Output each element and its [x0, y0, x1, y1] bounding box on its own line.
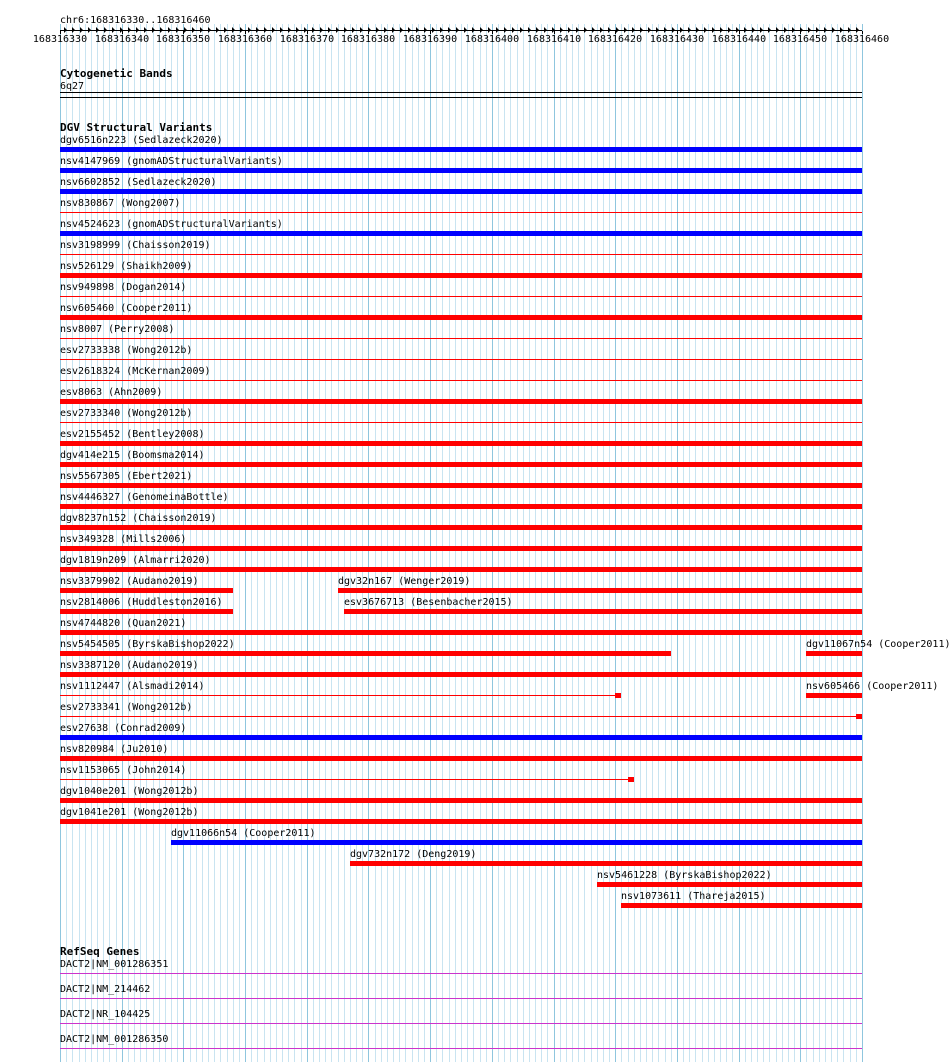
ruler-arrow [600, 27, 603, 33]
ruler-arrow [792, 27, 795, 33]
ruler-arrow [504, 27, 507, 33]
ruler-arrow [856, 27, 859, 33]
variant-label[interactable]: nsv4446327 (GenomeinaBottle) [60, 492, 229, 503]
ruler-arrow [512, 27, 515, 33]
ruler-tick-label: 168316450 [772, 34, 828, 45]
variant-label[interactable]: esv2155452 (Bentley2008) [60, 429, 205, 440]
ruler-arrow [424, 27, 427, 33]
variant-bar[interactable] [60, 273, 862, 278]
variant-bar[interactable] [60, 212, 862, 213]
ruler-arrow [336, 27, 339, 33]
variant-label[interactable]: nsv605466 (Cooper2011) [806, 681, 939, 692]
variant-bar[interactable] [60, 651, 671, 656]
ruler-arrow [688, 27, 691, 33]
ruler-tick-label: 168316420 [587, 34, 643, 45]
variant-label[interactable]: nsv349328 (Mills2006) [60, 534, 187, 545]
variant-bar[interactable] [60, 567, 862, 572]
variant-label[interactable]: esv27638 (Conrad2009) [60, 723, 187, 734]
refseq-track-title: RefSeq Genes [60, 945, 140, 958]
variant-label[interactable]: dgv1041e201 (Wong2012b) [60, 807, 199, 818]
dgv-track-title: DGV Structural Variants [60, 121, 213, 134]
variant-bar[interactable] [60, 399, 862, 404]
ruler-arrow [784, 27, 787, 33]
ruler-arrow [704, 27, 707, 33]
variant-label[interactable]: nsv2814006 (Huddleston2016) [60, 597, 223, 608]
ruler-arrow [768, 27, 771, 33]
variant-label[interactable]: nsv5567305 (Ebert2021) [60, 471, 193, 482]
ruler-arrow [320, 27, 323, 33]
variant-bar[interactable] [60, 525, 862, 530]
ruler-arrow [64, 27, 67, 33]
ruler-arrow [80, 27, 83, 33]
ruler-arrow [528, 27, 531, 33]
variant-bar[interactable] [60, 296, 862, 297]
ruler-arrow [264, 27, 267, 33]
ruler-arrow [272, 27, 275, 33]
ruler-arrow [760, 27, 763, 33]
variant-bar[interactable] [60, 735, 862, 740]
ruler-arrow [88, 27, 91, 33]
ruler-arrow [240, 27, 243, 33]
ruler-arrow [664, 27, 667, 33]
ruler-arrow [624, 27, 627, 33]
variant-label[interactable]: nsv830867 (Wong2007) [60, 198, 181, 209]
ruler-arrow [728, 27, 731, 33]
variant-bar[interactable] [60, 315, 862, 320]
location-label: chr6:168316330..168316460 [60, 15, 211, 26]
ruler-arrow [352, 27, 355, 33]
ruler-arrow [160, 27, 163, 33]
ruler-arrow [472, 27, 475, 33]
gene-label[interactable]: DACT2|NR_104425 [60, 1009, 151, 1020]
ruler-tick-label: 168316390 [402, 34, 458, 45]
ruler-arrow [376, 27, 379, 33]
variant-label[interactable]: nsv3198999 (Chaisson2019) [60, 240, 211, 251]
variant-bar[interactable] [806, 651, 862, 656]
variant-label[interactable]: dgv1040e201 (Wong2012b) [60, 786, 199, 797]
variant-bar[interactable] [338, 588, 862, 593]
ruler-arrow [176, 27, 179, 33]
ruler-arrow [632, 27, 635, 33]
ruler-arrow [136, 27, 139, 33]
ruler-arrow [280, 27, 283, 33]
variant-label[interactable]: esv2618324 (McKernan2009) [60, 366, 211, 377]
ruler-arrow [144, 27, 147, 33]
ruler-arrow [360, 27, 363, 33]
ruler-arrow [232, 27, 235, 33]
variant-label[interactable]: esv8063 (Ahn2009) [60, 387, 163, 398]
ruler-arrow [248, 27, 251, 33]
variant-bar[interactable] [60, 588, 233, 593]
variant-end-block[interactable] [615, 693, 621, 698]
variant-bar[interactable] [60, 462, 862, 467]
ruler-arrow [672, 27, 675, 33]
ruler-arrow [192, 27, 195, 33]
ruler-arrow [216, 27, 219, 33]
ruler-arrow [584, 27, 587, 33]
variant-label[interactable]: nsv3387120 (Audano2019) [60, 660, 199, 671]
variant-label[interactable]: dgv1819n209 (Almarri2020) [60, 555, 211, 566]
variant-label[interactable]: esv2733338 (Wong2012b) [60, 345, 193, 356]
variant-bar[interactable] [60, 716, 862, 717]
variant-label[interactable]: nsv1153065 (John2014) [60, 765, 187, 776]
ruler-tick-label: 168316340 [94, 34, 150, 45]
variant-label[interactable]: nsv3379902 (Audano2019) [60, 576, 199, 587]
ruler-arrow [104, 27, 107, 33]
ruler-arrow [400, 27, 403, 33]
ruler-arrow [656, 27, 659, 33]
variant-label[interactable]: esv2733340 (Wong2012b) [60, 408, 193, 419]
variant-bar[interactable] [171, 840, 862, 845]
variant-label[interactable]: dgv11067n54 (Cooper2011) [806, 639, 951, 650]
variant-end-block[interactable] [628, 777, 634, 782]
variant-label[interactable]: dgv32n167 (Wenger2019) [338, 576, 471, 587]
variant-bar[interactable] [621, 903, 862, 908]
variant-label[interactable]: nsv5461228 (ByrskaBishop2022) [597, 870, 772, 881]
ruler-arrow [560, 27, 563, 33]
ruler-tick-label: 168316410 [526, 34, 582, 45]
ruler-arrow [648, 27, 651, 33]
ruler-arrow [720, 27, 723, 33]
variant-label[interactable]: nsv820984 (Ju2010) [60, 744, 169, 755]
variant-bar[interactable] [60, 168, 862, 173]
ruler-arrow [816, 27, 819, 33]
variant-bar[interactable] [60, 609, 233, 614]
gene-transcript-line[interactable] [60, 1023, 862, 1024]
variant-label[interactable]: dgv6516n223 (Sedlazeck2020) [60, 135, 223, 146]
variant-bar[interactable] [60, 798, 862, 803]
ruler-arrow [168, 27, 171, 33]
gene-transcript-line[interactable] [60, 1048, 862, 1049]
ruler-arrow [544, 27, 547, 33]
ruler-arrow [536, 27, 539, 33]
ruler-arrow [416, 27, 419, 33]
ruler-arrow [608, 27, 611, 33]
variant-label[interactable]: dgv11066n54 (Cooper2011) [171, 828, 316, 839]
variant-bar[interactable] [60, 380, 862, 381]
ruler-arrow [808, 27, 811, 33]
variant-bar[interactable] [350, 861, 862, 866]
variant-label[interactable]: nsv6602852 (Sedlazeck2020) [60, 177, 217, 188]
variant-bar[interactable] [60, 483, 862, 488]
variant-label[interactable]: dgv414e215 (Boomsma2014) [60, 450, 205, 461]
gene-label[interactable]: DACT2|NM_001286350 [60, 1034, 169, 1045]
ruler-arrow [480, 27, 483, 33]
ruler-arrow [112, 27, 115, 33]
ruler-arrow [824, 27, 827, 33]
variant-bar[interactable] [60, 630, 862, 635]
variant-bar[interactable] [60, 359, 862, 360]
ruler-tick-label: 168316460 [834, 34, 890, 45]
gene-transcript-line[interactable] [60, 998, 862, 999]
ruler-tick-label: 168316360 [217, 34, 273, 45]
variant-label[interactable]: nsv4524623 (gnomADStructuralVariants) [60, 219, 283, 230]
cytoband-label: 6q27 [60, 81, 85, 92]
ruler-arrow [840, 27, 843, 33]
ruler-arrow [592, 27, 595, 33]
variant-label[interactable]: nsv1073611 (Thareja2015) [621, 891, 766, 902]
gene-transcript-line[interactable] [60, 973, 862, 974]
variant-label[interactable]: dgv8237n152 (Chaisson2019) [60, 513, 217, 524]
variant-bar[interactable] [60, 338, 862, 339]
ruler-arrow [616, 27, 619, 33]
ruler-tick-label: 168316440 [711, 34, 767, 45]
variant-label[interactable]: dgv732n172 (Deng2019) [350, 849, 477, 860]
ruler-arrow [296, 27, 299, 33]
variant-bar[interactable] [60, 695, 621, 696]
ruler-arrow [568, 27, 571, 33]
variant-bar[interactable] [60, 231, 862, 236]
ruler-arrow [224, 27, 227, 33]
ruler-arrow [848, 27, 851, 33]
cytoband-line-top [60, 92, 862, 93]
ruler-arrow [328, 27, 331, 33]
ruler-arrow [440, 27, 443, 33]
ruler-tick-label: 168316400 [464, 34, 520, 45]
variant-label[interactable]: esv3676713 (Besenbacher2015) [344, 597, 513, 608]
ruler-arrow [712, 27, 715, 33]
ruler-arrow [208, 27, 211, 33]
ruler-tick-label: 168316330 [32, 34, 88, 45]
ruler-arrow [696, 27, 699, 33]
variant-bar[interactable] [60, 441, 862, 446]
ruler-arrow [520, 27, 523, 33]
variant-bar[interactable] [60, 546, 862, 551]
gene-label[interactable]: DACT2|NM_001286351 [60, 959, 169, 970]
ruler-arrow [392, 27, 395, 33]
ruler-arrow [744, 27, 747, 33]
ruler-arrow [576, 27, 579, 33]
ruler-arrow [344, 27, 347, 33]
cytoband-line-bottom [60, 97, 862, 98]
variant-label[interactable]: nsv949898 (Dogan2014) [60, 282, 187, 293]
variant-bar[interactable] [60, 756, 862, 761]
variant-bar[interactable] [597, 882, 862, 887]
variant-label[interactable]: nsv5454505 (ByrskaBishop2022) [60, 639, 235, 650]
variant-bar[interactable] [60, 819, 862, 824]
ruler-arrow [72, 27, 75, 33]
ruler-tick-label: 168316380 [340, 34, 396, 45]
ruler-arrow [464, 27, 467, 33]
variant-label[interactable]: esv2733341 (Wong2012b) [60, 702, 193, 713]
variant-label[interactable]: nsv4147969 (gnomADStructuralVariants) [60, 156, 283, 167]
ruler-arrow [752, 27, 755, 33]
ruler-arrow [432, 27, 435, 33]
variant-bar[interactable] [60, 147, 862, 152]
ruler-arrow [184, 27, 187, 33]
ruler-arrow [456, 27, 459, 33]
ruler-arrow [832, 27, 835, 33]
variant-bar[interactable] [60, 422, 862, 423]
variant-label[interactable]: nsv605460 (Cooper2011) [60, 303, 193, 314]
ruler-arrow [680, 27, 683, 33]
variant-bar[interactable] [344, 609, 862, 614]
variant-label[interactable]: nsv1112447 (Alsmadi2014) [60, 681, 205, 692]
cytogenetic-bands-title: Cytogenetic Bands [60, 67, 173, 80]
ruler-arrow [312, 27, 315, 33]
ruler-arrow [288, 27, 291, 33]
variant-bar[interactable] [60, 779, 634, 780]
variant-label[interactable]: nsv4744820 (Quan2021) [60, 618, 187, 629]
variant-bar[interactable] [60, 189, 862, 194]
ruler-axis-line [60, 30, 862, 31]
ruler-arrow [488, 27, 491, 33]
ruler-arrow [408, 27, 411, 33]
variant-bar[interactable] [806, 693, 862, 698]
variant-label[interactable]: nsv526129 (Shaikh2009) [60, 261, 193, 272]
ruler-tick-label: 168316350 [155, 34, 211, 45]
ruler-arrow [152, 27, 155, 33]
variant-bar[interactable] [60, 672, 862, 677]
ruler-tick-label: 168316430 [649, 34, 705, 45]
variant-bar[interactable] [60, 254, 862, 255]
variant-label[interactable]: nsv8007 (Perry2008) [60, 324, 175, 335]
ruler-arrow [496, 27, 499, 33]
ruler-arrow [200, 27, 203, 33]
variant-end-block[interactable] [856, 714, 862, 719]
ruler-tick-label: 168316370 [279, 34, 335, 45]
ruler-arrow [256, 27, 259, 33]
ruler-arrow [384, 27, 387, 33]
gene-label[interactable]: DACT2|NM_214462 [60, 984, 151, 995]
variant-bar[interactable] [60, 504, 862, 509]
ruler-arrow [96, 27, 99, 33]
ruler-arrow [776, 27, 779, 33]
ruler-arrow [128, 27, 131, 33]
ruler-arrow [448, 27, 451, 33]
ruler-arrow [640, 27, 643, 33]
